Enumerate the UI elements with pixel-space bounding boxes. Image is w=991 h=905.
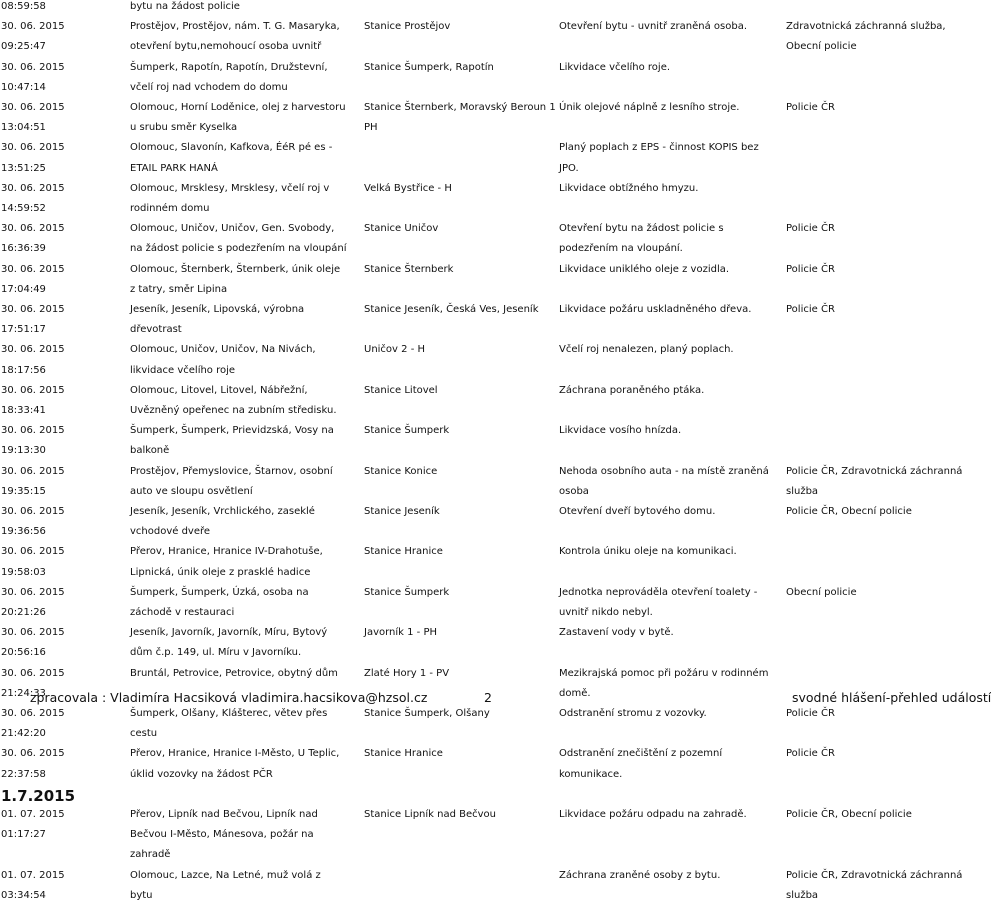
record-datetime: 16:36:39: [1, 243, 46, 255]
record-datetime: 01:17:27: [1, 829, 46, 841]
page-footer: [0, 688, 991, 708]
record-location: Prostějov, Prostějov, nám. T. G. Masaryka,: [130, 21, 340, 33]
record-location: rodinném domu: [130, 203, 210, 214]
date-heading: 1.7.2015: [1, 786, 76, 805]
record-description: Otevření bytu na žádost policie s: [559, 223, 724, 235]
record-location: včelí roj nad vchodem do domu: [130, 81, 288, 93]
record-datetime: 30. 06. 2015: [1, 425, 65, 437]
record-description: Včelí roj nenalezen, planý poplach.: [559, 344, 734, 356]
record-datetime: 30. 06. 2015: [1, 304, 65, 315]
record-datetime: 30. 06. 2015: [1, 263, 65, 275]
record-datetime: 19:58:03: [1, 566, 46, 578]
record-line: [0, 583, 960, 602]
record-cooperating: Obecní policie: [786, 586, 857, 598]
record-unit: Stanice Šumperk, Olšany: [364, 708, 490, 719]
record-line: [0, 179, 960, 198]
record-datetime: 19:36:56: [1, 526, 46, 538]
record-location: Přerov, Lipník nad Bečvou, Lipník nad: [130, 809, 318, 820]
record-cooperating: Policie ČR, Zdravotnická záchranná: [786, 465, 963, 477]
record-description: osoba: [559, 485, 589, 497]
record-description: Likvidace vosího hnízda.: [559, 425, 682, 437]
record-datetime: 17:04:49: [1, 283, 46, 295]
record-datetime: 30. 06. 2015: [1, 61, 65, 73]
record-unit: Stanice Šumperk: [364, 425, 450, 437]
record-datetime: 18:17:56: [1, 364, 46, 376]
record-line: [0, 866, 963, 885]
record-line: [0, 482, 960, 501]
record-unit: Stanice Prostějov: [364, 21, 451, 33]
record-location: otevření bytu,nemohoucí osoba uvnitř: [130, 41, 322, 53]
record-location: zahradě: [130, 849, 171, 861]
record-line: [0, 401, 960, 420]
record-description: Nehoda osobního auta - na místě zraněná: [559, 465, 769, 477]
record-cooperating: Policie ČR: [786, 102, 835, 113]
record-datetime: 30. 06. 2015: [1, 344, 65, 356]
record-location: Olomouc, Uničov, Uničov, Gen. Svobody,: [130, 223, 335, 235]
record-line: [0, 260, 960, 279]
record-datetime: 20:56:16: [1, 647, 46, 659]
record-line: [0, 138, 960, 157]
record-datetime: 30. 06. 2015: [1, 748, 65, 760]
record-location: Olomouc, Šternberk, Šternberk, únik oleje: [130, 263, 341, 275]
record-location: dřevotrast: [130, 324, 182, 336]
record-description: Kontrola úniku oleje na komunikaci.: [559, 546, 737, 558]
record-description: Likvidace uniklého oleje z vozidla.: [559, 263, 730, 275]
record-description: Planý poplach z EPS - činnost KOPIS bez: [559, 142, 759, 154]
record-unit: Stanice Šumperk, Rapotín: [364, 61, 494, 73]
record-location: cestu: [130, 728, 158, 740]
record-datetime: 19:13:30: [1, 445, 46, 457]
record-description: JPO.: [559, 162, 579, 174]
record-line: [0, 805, 960, 824]
record-location: ETAIL PARK HANÁ: [130, 162, 218, 174]
record-location: bytu na žádost policie: [130, 1, 240, 12]
record-location: balkoně: [130, 445, 170, 457]
record-datetime: 20:21:26: [1, 607, 46, 618]
record-datetime: 30. 06. 2015: [1, 708, 65, 719]
record-datetime: 21:24:33: [1, 687, 46, 699]
record-location: Přerov, Hranice, Hranice IV-Drahotuše,: [130, 546, 323, 558]
record-datetime: 13:04:51: [1, 122, 46, 134]
record-line: [0, 78, 960, 97]
record-cooperating: služba: [786, 889, 819, 901]
record-datetime: 17:51:17: [1, 324, 46, 336]
record-line: [0, 845, 960, 864]
record-datetime: 30. 06. 2015: [1, 546, 65, 558]
record-location: Jeseník, Javorník, Javorník, Míru, Bytový: [130, 627, 328, 639]
record-description: Otevření dveří bytového domu.: [559, 506, 716, 517]
record-line: [0, 563, 960, 582]
record-datetime: 13:51:25: [1, 162, 46, 174]
record-location: Olomouc, Lazce, Na Letné, muž volá z: [130, 869, 321, 881]
record-location: Olomouc, Litovel, Litovel, Nábřežní,: [130, 384, 308, 396]
record-location: vchodové dveře: [130, 526, 211, 538]
record-unit: PH: [364, 122, 378, 134]
record-datetime: 22:37:58: [1, 768, 46, 780]
record-line: [0, 744, 960, 763]
record-line: [0, 300, 960, 319]
record-description: Likvidace včelího roje.: [559, 61, 671, 73]
record-location: Přerov, Hranice, Hranice I-Město, U Teplic,: [130, 748, 340, 760]
record-location: úklid vozovky na žádost PČR: [130, 768, 273, 780]
record-description: Jednotka neprováděla otevření toalety -: [559, 586, 758, 598]
page-number: 2: [484, 690, 492, 705]
record-datetime: 03:34:54: [1, 889, 46, 901]
record-description: komunikace.: [559, 768, 623, 780]
record-location: auto ve sloupu osvětlení: [130, 485, 253, 497]
record-location: Olomouc, Slavonín, Kafkova, ÉéR pé es -: [130, 142, 333, 154]
record-line: [0, 0, 960, 16]
record-unit: Stanice Hranice: [364, 748, 443, 760]
record-unit: Stanice Jeseník: [364, 506, 440, 517]
record-description: Otevření bytu - uvnitř zraněná osoba.: [559, 21, 747, 33]
record-datetime: 30. 06. 2015: [1, 465, 65, 477]
record-description: Záchrana zraněné osoby z bytu.: [559, 869, 721, 881]
record-datetime: 01. 07. 2015: [1, 869, 65, 881]
record-datetime: 30. 06. 2015: [1, 223, 65, 235]
record-line: [0, 320, 960, 339]
record-line: [0, 280, 960, 299]
record-unit: Velká Bystřice - H: [364, 182, 452, 194]
record-datetime: 01. 07. 2015: [1, 809, 65, 820]
record-datetime: 30. 06. 2015: [1, 384, 65, 396]
record-location: Olomouc, Uničov, Uničov, Na Nivách,: [130, 344, 316, 356]
record-cooperating: Policie ČR, Obecní policie: [786, 809, 912, 820]
record-line: [0, 825, 960, 844]
record-line: [0, 765, 960, 784]
record-line: [0, 502, 960, 521]
record-unit: Stanice Uničov: [364, 223, 439, 235]
record-datetime: 30. 06. 2015: [1, 506, 65, 517]
record-datetime: 18:33:41: [1, 405, 46, 416]
record-datetime: 30. 06. 2015: [1, 586, 65, 598]
record-location: u srubu směr Kyselka: [130, 122, 238, 134]
record-unit: Stanice Šumperk: [364, 586, 450, 598]
record-description: Únik olejové náplně z lesního stroje.: [559, 102, 740, 113]
footer-author: zpracovala : Vladimíra Hacsiková vladimira.hacsikova@hzsol.cz: [30, 690, 428, 705]
record-location: Uvězněný opeřenec na zubním středisku.: [130, 405, 337, 416]
record-location: Prostějov, Přemyslovice, Štarnov, osobní: [130, 465, 333, 477]
record-location: Šumperk, Olšany, Klášterec, větev přes: [130, 708, 328, 719]
record-cooperating: Zdravotnická záchranná služba,: [786, 21, 946, 33]
record-cooperating: služba: [786, 485, 819, 497]
record-line: [0, 361, 960, 380]
record-description: Likvidace obtížného hmyzu.: [559, 182, 699, 194]
record-unit: Stanice Šternberk: [364, 263, 454, 275]
record-line: [0, 199, 960, 218]
record-location: Lipnická, únik oleje z prasklé hadice: [130, 566, 311, 578]
record-location: Olomouc, Horní Loděnice, olej z harvestoru: [130, 102, 346, 113]
record-line: [0, 886, 960, 905]
record-unit: Zlaté Hory 1 - PV: [364, 667, 450, 679]
record-unit: Stanice Litovel: [364, 384, 438, 396]
record-description: uvnitř nikdo nebyl.: [559, 607, 653, 618]
record-datetime: 09:25:47: [1, 41, 46, 53]
record-line: [0, 118, 960, 137]
record-line: [0, 542, 960, 561]
footer-document-title: svodné hlášení-přehled událostí: [792, 690, 991, 705]
record-location: Šumperk, Šumperk, Prievidzská, Vosy na: [130, 425, 334, 437]
record-location: dům č.p. 149, ul. Míru v Javorníku.: [130, 647, 302, 659]
record-cooperating: Policie ČR: [786, 263, 835, 275]
record-line: [0, 381, 960, 400]
record-datetime: 14:59:52: [1, 203, 46, 214]
record-line: [0, 623, 960, 642]
record-description: Mezikrajská pomoc při požáru v rodinném: [559, 667, 769, 679]
record-location: likvidace včelího roje: [130, 364, 236, 376]
record-line: [0, 664, 960, 683]
record-description: Odstranění znečištění z pozemní: [559, 748, 723, 760]
record-cooperating: Policie ČR: [786, 708, 835, 719]
record-location: Bruntál, Petrovice, Petrovice, obytný dům: [130, 667, 338, 679]
record-line: [0, 239, 960, 258]
record-line: [0, 17, 960, 36]
record-cooperating: Policie ČR, Zdravotnická záchranná: [786, 869, 963, 881]
record-line: [0, 340, 960, 359]
record-location: Jeseník, Jeseník, Vrchlického, zaseklé: [130, 506, 315, 517]
record-datetime: 30. 06. 2015: [1, 627, 65, 639]
record-datetime: 30. 06. 2015: [1, 21, 65, 33]
record-line: [0, 441, 960, 460]
record-location: na žádost policie s podezřením na vloupání: [130, 243, 347, 255]
record-unit: Stanice Šternberk, Moravský Beroun 1: [364, 102, 556, 113]
record-line: [0, 37, 960, 56]
record-datetime: 30. 06. 2015: [1, 102, 65, 113]
record-line: [0, 462, 963, 481]
record-line: [0, 58, 960, 77]
record-unit: Javorník 1 - PH: [364, 627, 438, 639]
record-description: Záchrana poraněného ptáka.: [559, 384, 705, 396]
record-unit: Uničov 2 - H: [364, 344, 425, 356]
record-location: z tatry, směr Lipina: [130, 283, 228, 295]
record-line: [0, 522, 960, 541]
record-description: Likvidace požáru odpadu na zahradě.: [559, 809, 747, 820]
record-location: Olomouc, Mrsklesy, Mrsklesy, včelí roj v: [130, 182, 330, 194]
record-cooperating: Policie ČR, Obecní policie: [786, 506, 912, 517]
record-description: Zastavení vody v bytě.: [559, 627, 674, 639]
record-location: Šumperk, Rapotín, Rapotín, Družstevní,: [130, 61, 328, 73]
record-unit: Stanice Konice: [364, 465, 438, 477]
record-datetime: 08:59:58: [1, 1, 46, 12]
record-cooperating: Policie ČR: [786, 748, 835, 760]
record-line: [0, 219, 960, 238]
record-description: Likvidace požáru uskladněného dřeva.: [559, 304, 752, 315]
record-line: [0, 643, 960, 662]
record-unit: Stanice Lipník nad Bečvou: [364, 809, 497, 820]
record-location: záchodě v restauraci: [130, 607, 235, 618]
record-datetime: 10:47:14: [1, 81, 46, 93]
record-unit: Stanice Hranice: [364, 546, 443, 558]
record-description: domě.: [559, 687, 591, 699]
record-unit: Stanice Jeseník, Česká Ves, Jeseník: [364, 304, 539, 315]
record-cooperating: Policie ČR: [786, 223, 835, 235]
record-line: [0, 98, 960, 117]
record-description: podezřením na vloupání.: [559, 243, 683, 255]
record-location: Šumperk, Šumperk, Úzká, osoba na: [130, 586, 309, 598]
record-datetime: 30. 06. 2015: [1, 142, 65, 154]
record-description: Odstranění stromu z vozovky.: [559, 708, 707, 719]
record-line: [0, 724, 960, 743]
record-location: Jeseník, Jeseník, Lipovská, výrobna: [130, 304, 305, 315]
record-datetime: 19:35:15: [1, 485, 46, 497]
record-datetime: 21:42:20: [1, 728, 46, 740]
record-line: [0, 603, 960, 622]
record-location: Bečvou I-Město, Mánesova, požár na: [130, 829, 314, 841]
record-datetime: 30. 06. 2015: [1, 667, 65, 679]
record-cooperating: Policie ČR: [786, 304, 835, 315]
record-datetime: 30. 06. 2015: [1, 182, 65, 194]
record-cooperating: Obecní policie: [786, 41, 857, 53]
record-line: [0, 421, 960, 440]
record-line: [0, 159, 960, 178]
record-location: bytu: [130, 889, 153, 901]
